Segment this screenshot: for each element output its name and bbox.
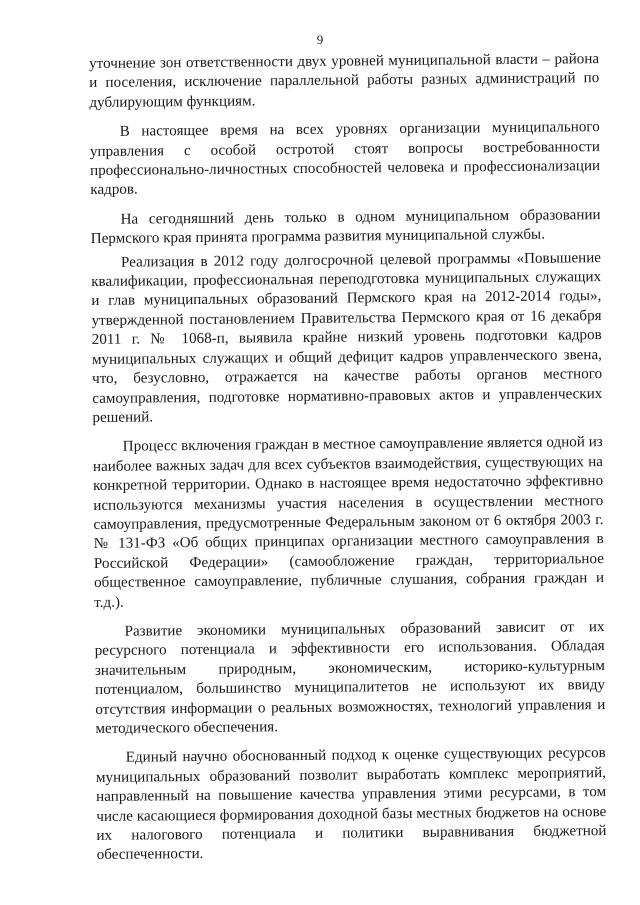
paragraph: Единый научно обоснованный подход к оценке существующих ресурсов муниципальных образований позволит выработать комплекс мероприятий, направленный на повышение качества управления этими ресурсами, в том числе касающиеся формирования доходной базы местных бюджетов на основе их налогового потенциала и политики выравнивания бюджетной обеспеченности. — [95, 745, 607, 864]
document-body — [89, 50, 607, 866]
paragraph: Процесс включения граждан в местное самоуправление является одной из наиболее важных задач для всех субъектов взаимодействия, существующих на конкретной территории. Однако в настоящее время недостаточно эффективно используются механизмы участия населения в осуществлении местного самоуправления, предусмотренные Федеральным законом от 6 октября 2003 г. № 131-ФЗ «Об общих принципах организации местного самоуправления в Российской Федерации» (самообложение граждан, территориальное общественное самоуправление, публичные слушания, собрания граждан и т.д.). — [92, 434, 605, 611]
page-number: 9 — [316, 32, 324, 47]
paragraph: На сегодняшний день только в одном муниципальном образовании Пермского края принята программа развития муниципальной службы. — [90, 206, 601, 248]
paragraph: В настоящее время на всех уровнях организации муниципального управления с особой остротой стоят вопросы востребованности профессионально-личностных способностей человека и профессионализации кадров. — [89, 119, 601, 199]
paragraph: Реализация в 2012 году долгосрочной целевой программы «Повышение квалификации, профессиональная переподготовка муниципальных служащих и глав муниципальных образований Пермского края на 2012-2014 годы», утвержденной постановлением Правительства Пермского края от 16 декабря 2011 г. № 1068-п, выявила крайне низкий уровень подготовки кадров муниципальных служащих и общий дефицит кадров управленческого звена, что, безусловно, отражается на качестве работы органов местного самоуправления, подготовке нормативно-правовых актов и управленческих решений. — [91, 249, 603, 426]
paragraph: уточнение зон ответственности двух уровней муниципальной власти – района и поселения, исключение параллельной работы разных администраций по дублирующим функциям. — [89, 51, 600, 111]
paragraph: Развитие экономики муниципальных образований зависит от их ресурсного потенциала и эффективности его использования. Обладая значительным природным, экономическим, историко-культурным потенциалом, большинство муниципалитетов не используют их ввиду отсутствия информации о реальных возможностях, технологий управления и методического обеспечения. — [94, 619, 606, 737]
